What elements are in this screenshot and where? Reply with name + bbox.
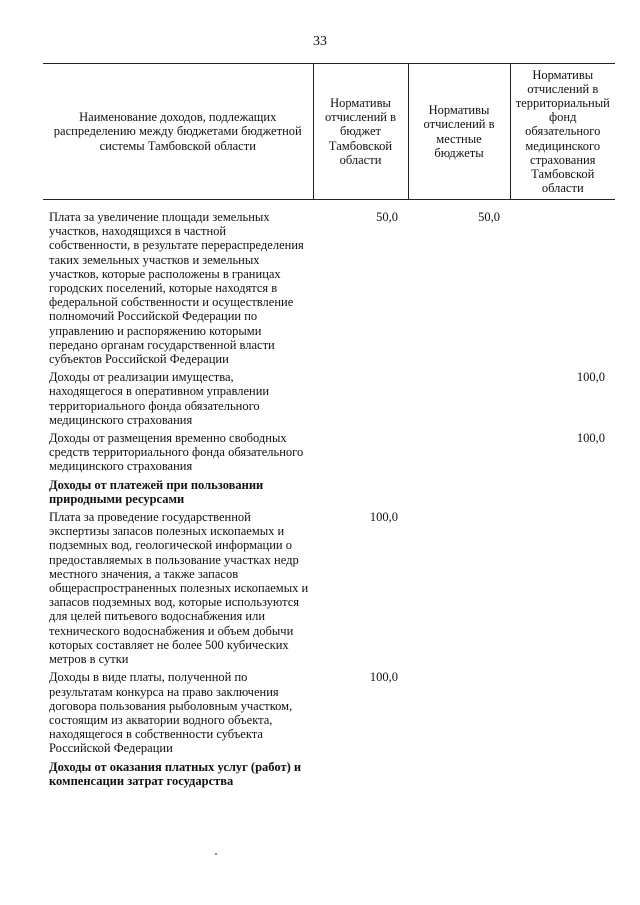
fund-value [510, 760, 615, 792]
fund-value [510, 510, 615, 670]
table-row [43, 200, 615, 371]
section-heading: Доходы от оказания платных услуг (работ) и компенсации затрат государства [49, 759, 302, 788]
regional-value: 100,0 [369, 510, 398, 525]
revenue-name: Доходы от реализации имущества, находящегося в оперативном управлении территориального фонда обязательного медицинского страхования [49, 370, 270, 427]
fund-value [510, 200, 615, 371]
fund-value [510, 670, 615, 759]
header-local-budgets: Нормативы отчислений в местные бюджеты [408, 64, 510, 200]
section-heading-row [43, 760, 615, 792]
local-value [408, 370, 510, 431]
page-number: 33 [313, 34, 327, 49]
fund-value: 100,0 [576, 370, 605, 385]
regional-value [313, 760, 408, 792]
local-value: 50,0 [478, 210, 500, 224]
local-value [408, 478, 510, 510]
scan-speck [215, 853, 217, 855]
table-row [43, 510, 615, 670]
fund-value [510, 478, 615, 510]
revenue-norms-table [43, 63, 615, 792]
revenue-name: Плата за увеличение площади земельных участков, находящихся в частной собственности, в результате перераспределения таких земельных участков и земельных участков, которые расположены в границах городских поселений, которые находятся в федеральной собственности и осуществление полномочий Российской Федерации по управлению и распоряжению которыми передано органам государственной власти субъектов Российской Федерации [49, 210, 304, 367]
section-heading-row [43, 478, 615, 510]
section-heading: Доходы от платежей при пользовании природными ресурсами [49, 477, 264, 506]
revenue-name: Плата за проведение государственной экспертизы запасов полезных ископаемых и подземных вод, геологической информации о предоставляемых в пользование участках недр местного значения, а также запасов общераспространенных полезных ископаемых и запасов подземных вод, которые используются для целей питьевого водоснабжения или технического водоснабжения и объем добычи которых составляет не более 500 кубических метров в сутки [49, 510, 309, 667]
regional-value [313, 370, 408, 431]
local-value [408, 760, 510, 792]
revenue-name: Доходы в виде платы, полученной по результатам конкурса на право заключения договора пользования рыболовным участком, состоящим из акватории водного объекта, находящегося в собственности субъекта Российской Федерации [49, 670, 293, 756]
local-value [408, 510, 510, 670]
table-row [43, 670, 615, 759]
local-value [408, 431, 510, 478]
regional-value [313, 478, 408, 510]
regional-value: 50,0 [376, 210, 398, 224]
table-header-row [43, 64, 615, 200]
header-regional-budget: Нормативы отчислений в бюджет Тамбовской области [313, 64, 408, 200]
regional-value [313, 431, 408, 478]
local-value [408, 670, 510, 759]
regional-value: 100,0 [369, 670, 398, 685]
revenue-name: Доходы от размещения временно свободных средств территориального фонда обязательного медицинского страхования [49, 431, 304, 474]
fund-value: 100,0 [576, 431, 605, 446]
header-revenue-name: Наименование доходов, подлежащих распределению между бюджетами бюджетной системы Тамбовской области [43, 64, 313, 200]
table-row [43, 370, 615, 431]
header-medical-insurance-fund: Нормативы отчислений в территориальный фонд обязательного медицинского страхования Тамбовской области [510, 64, 615, 200]
table-row [43, 431, 615, 478]
